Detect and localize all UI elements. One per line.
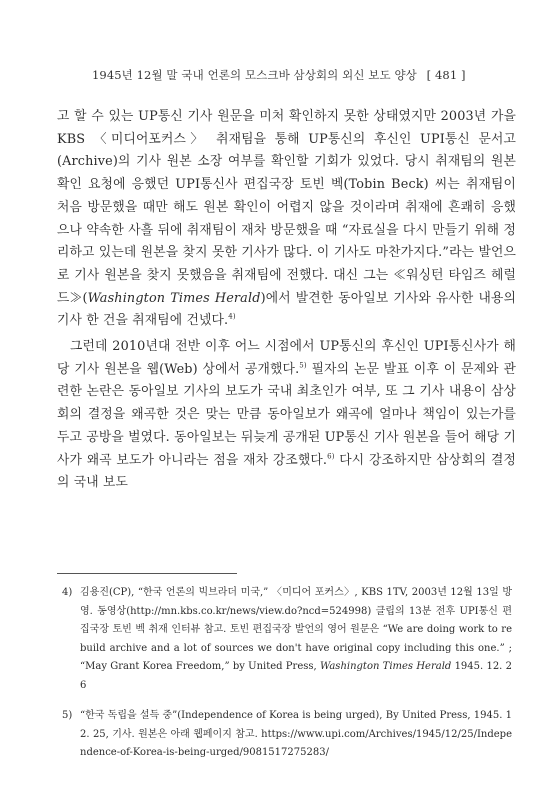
footnotes [62, 584, 512, 763]
running-header [92, 67, 512, 83]
footnote-4 [62, 584, 512, 695]
footnote-divider [57, 573, 237, 574]
paragraph-1: 고 할 수 있는 UP통신 기사 원문을 미처 확인하지 못한 상태였지만 2003년 가을 KBS 〈미디어포커스〉 취재팀을 통해 UP통신의 후신인 UPI통신 문서고(Archive)의 기사 원본 소장 여부를 확인할 기회가 있었다. 당시 취재팀의 원본 확인 요청에 응했던 UPI통신사 편집국장 토빈 벡(Tobin Beck) 씨는 취재팀이 처음 방문했을 때만 해도 원본 확인이 어렵지 않을 것이라며 취재에 흔쾌히 응했으나 약속한 사흘 뒤에 취재팀이 재차 방문했을 때 “자료실을 다시 만들기 위해 정리하고 있는데 원본을 찾지 못한 기사가 많다. 이 기사도 마찬가지다.”라는 발언으로 기사 원본을 찾지 못했음을 취재팀에 전했다. 대신 그는 ≪워싱턴 타임즈 헤럴드≫(Washington Times Herald)에서 발견한 동아일보 기사와 유사한 내용의 기사 한 건을 취재팀에 건넸다.$^{4)}$ [57, 109, 516, 329]
running-title: 1945년 12월 말 국내 언론의 모스크바 삼상회의 외신 보도 양상 [92, 68, 417, 82]
footnote-number: 5) [62, 710, 73, 721]
page-number: [ 481 ] [426, 68, 466, 82]
paragraph-2: 그런데 2010년대 전반 이후 어느 시점에서 UP통신의 후신인 UPI통신사가 해당 기사 원본을 웹(Web) 상에서 공개했다.$^{5)}$ 필자의 논문 발표 이후 이 문제와 관련한 논란은 동아일보 기사의 보도가 국내 최초인가 여부, 또 그 기사 내용이 삼상회의 결정을 왜곡한 것은 맞는 만큼 동아일보가 왜곡에 얼마나 책임이 있는가를 두고 공방을 벌였다. 동아일보는 뒤늦게 공개된 UP통신 기사 원본을 들어 해당 기사가 왜곡 보도가 아니라는 점을 재차 강조했다.$^{6)}$ 다시 강조하지만 삼상회의 결정의 국내 보도 [57, 339, 517, 491]
main-body [57, 106, 516, 495]
footnote-ref-6[interactable]: 6) [327, 452, 335, 461]
footnote-text: 김용진(CP), “한국 언론의 빅브라더 미국,” 〈미디어 포커스〉, KBS 1TV, 2003년 12월 13일 방영. 동영상(http://mn.kbs.co.kr/news/view.do?ncd=524998) 클립의 13분 전후 UPI통신 편집국장 토빈 벡 취재 인터뷰 참고. 토빈 편집국장 발언의 영어 원문은 “We are doing work to rebuild archive and a lot of sources we don't have original copy including this one.” ; “May Grant Korea Freedom,” by United Press, Washington Times Herald 1945. 12. 26 [80, 587, 512, 691]
footnote-ref-5[interactable]: 5) [299, 361, 307, 370]
footnote-5 [62, 707, 512, 763]
footnote-italic: Washington Times Herald [319, 661, 452, 672]
footnote-ref-4[interactable]: 4) [228, 313, 236, 322]
newspaper-title-italic: Washington Times Herald [87, 290, 261, 306]
footnote-number: 4) [62, 587, 73, 598]
footnote-text: “한국 독립을 설득 중”(Independence of Korea is being urged), By United Press, 1945. 12. 25, 기사. 원본은 아래 웹페이지 참고. https://www.upi.com/Archives/1945/12/25/Independence-of-Korea-is-being-urged/9081517275283/ [80, 710, 512, 758]
